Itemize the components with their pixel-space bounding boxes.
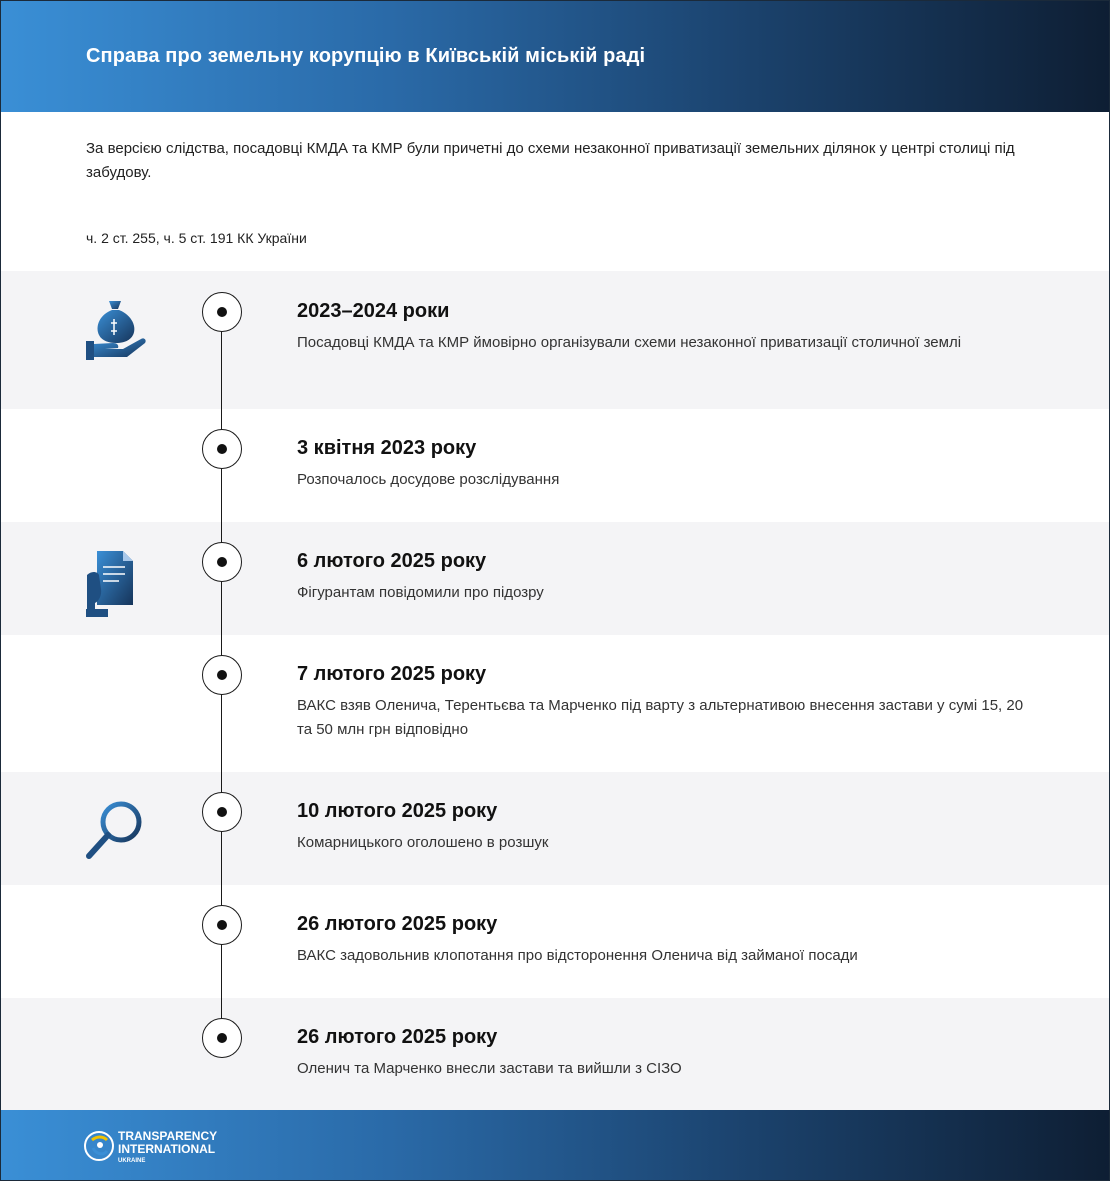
event-description: ВАКС задовольнив клопотання про відсторонення Оленича від займаної посади (297, 947, 858, 964)
event-description: Розпочалось досудове розслідування (297, 471, 560, 488)
timeline-row (1, 772, 1110, 885)
logo-line-3: UKRAINE (118, 1158, 146, 1164)
event-date: 2023–2024 роки (297, 300, 450, 322)
timeline-row (1, 409, 1110, 522)
event-date: 3 квітня 2023 року (297, 437, 477, 459)
money-bag-hand-icon (83, 297, 149, 363)
timeline-row (1, 522, 1110, 635)
event-description: Посадовці КМДА та КМР ймовірно організували схеми незаконної приватизації столичної землі (297, 334, 962, 351)
criminal-code-articles: ч. 2 ст. 255, ч. 5 ст. 191 КК України (86, 230, 307, 246)
timeline-row (1, 998, 1110, 1110)
timeline-marker (202, 792, 242, 832)
timeline-marker (202, 292, 242, 332)
event-date: 26 лютого 2025 року (297, 1026, 498, 1048)
page-title: Справа про земельну корупцію в Київській міській раді (86, 45, 646, 67)
event-description: Оленич та Марченко внесли застави та вийшли з СІЗО (297, 1060, 682, 1077)
event-date: 6 лютого 2025 року (297, 550, 487, 572)
event-description: Фігурантам повідомили про підозру (297, 584, 544, 601)
timeline-marker (202, 1018, 242, 1058)
magnifier-icon (85, 800, 143, 860)
document-hand-icon (83, 549, 135, 619)
header-banner (1, 1, 1110, 112)
event-date: 26 лютого 2025 року (297, 913, 498, 935)
timeline-marker (202, 905, 242, 945)
event-description: ВАКС взяв Оленича, Терентьєва та Марченко під варту з альтернативою внесення застави у сумі 15, 20 та 50 млн грн відповідно (297, 697, 1024, 738)
event-date: 7 лютого 2025 року (297, 663, 487, 685)
logo-line-2: INTERNATIONAL (118, 1142, 216, 1156)
timeline-marker (202, 655, 242, 695)
timeline-marker (202, 542, 242, 582)
timeline-row (1, 885, 1110, 998)
transparency-international-logo (83, 1126, 228, 1166)
event-description: Комарницького оголошено в розшук (297, 834, 549, 851)
intro-text: За версією слідства, посадовці КМДА та КМР були причетні до схеми незаконної приватизації земельних ділянок у центрі столиці під забудову. (86, 140, 1015, 181)
event-date: 10 лютого 2025 року (297, 800, 498, 822)
timeline-marker (202, 429, 242, 469)
logo-line-1: TRANSPARENCY (118, 1129, 218, 1143)
